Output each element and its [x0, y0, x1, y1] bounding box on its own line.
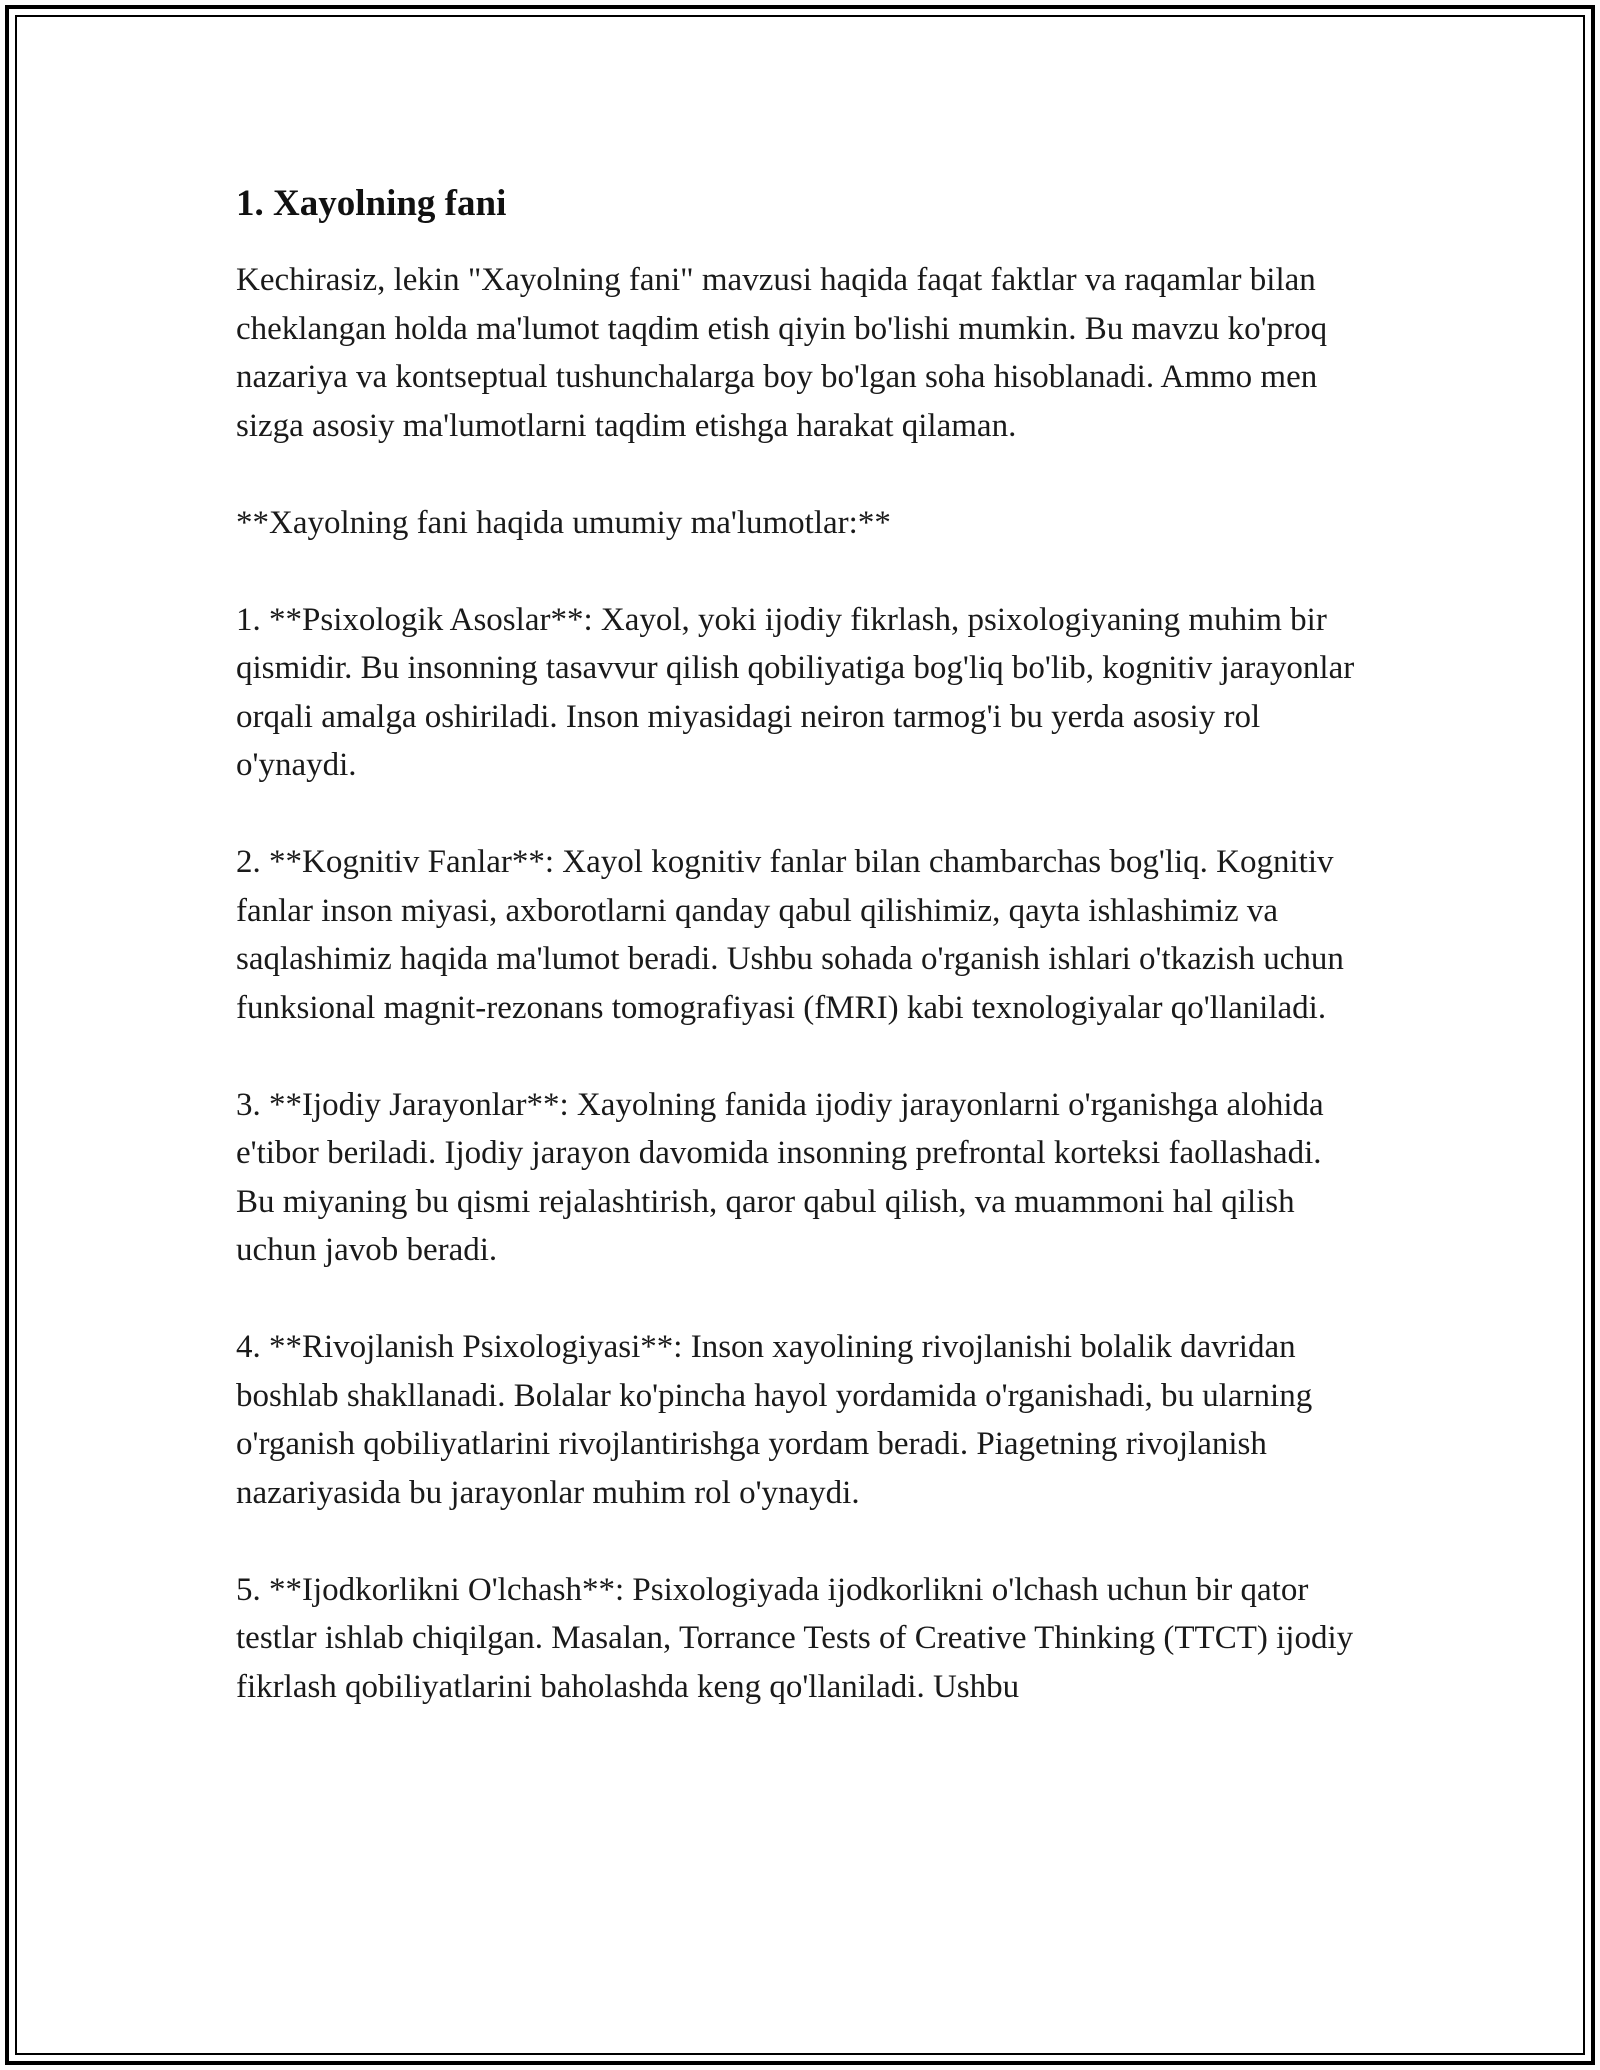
list-item-cognitive-sciences: 2. **Kognitiv Fanlar**: Xayol kognitiv fanlar bilan chambarchas bog'liq. Kognitiv fanlar inson miyasi, axborotlarni qanday qabul qilishimiz, qayta ishlashimiz va saqlashimiz haqida ma'lumot beradi. Ushbu sohada o'rganish ishlari o'tkazish uchun funksional magnit-rezonans tomografiyasi (fMRI) kabi texnologiyalar qo'llaniladi. — [236, 844, 1344, 1026]
list-item-developmental-psychology: 4. **Rivojlanish Psixologiyasi**: Inson xayolining rivojlanishi bolalik davridan boshlab shakllanadi. Bolalar ko'pincha hayol yordamida o'rganishadi, bu ularning o'rganish qobiliyatlarini rivojlantirishga yordam beradi. Piagetning rivojlanish nazariyasida bu jarayonlar muhim rol o'ynaydi. — [236, 1329, 1313, 1511]
section-heading: 1. Xayolning fani — [236, 183, 507, 224]
list-item-psychological-foundations: 1. **Psixologik Asoslar**: Xayol, yoki ijodiy fikrlash, psixologiyaning muhim bir qismidir. Bu insonning tasavvur qilish qobiliyatiga bog'liq bo'lib, kognitiv jarayonlar orqali amalga oshiriladi. Inson miyasidagi neiron tarmog'i bu yerda asosiy rol o'ynaydi. — [236, 601, 1355, 783]
list-item-creative-processes: 3. **Ijodiy Jarayonlar**: Xayolning fanida ijodiy jarayonlarni o'rganishga alohida e'tibor beriladi. Ijodiy jarayon davomida insonning prefrontal korteksi faollashadi. Bu miyaning bu qismi rejalashtirish, qaror qabul qilish, va muammoni hal qilish uchun javob beradi. — [236, 1086, 1324, 1268]
list-item-measuring-creativity: 5. **Ijodkorlikni O'lchash**: Psixologiyada ijodkorlikni o'lchash uchun bir qator testlar ishlab chiqilgan. Masalan, Torrance Tests of Creative Thinking (TTCT) ijodiy fikrlash qobiliyatlarini baholashda keng qo'llaniladi. Ushbu — [236, 1571, 1354, 1705]
overview-label-paragraph: **Xayolning fani haqida umumiy ma'lumotlar:** — [236, 504, 891, 541]
intro-paragraph: Kechirasiz, lekin "Xayolning fani" mavzusi haqida faqat faktlar va raqamlar bilan cheklangan holda ma'lumot taqdim etish qiyin bo'lishi mumkin. Bu mavzu ko'proq nazariya va kontseptual tushunchalarga boy bo'lgan soha hisoblanadi. Ammo men sizga asosiy ma'lumotlarni taqdim etishga harakat qilaman. — [236, 262, 1328, 444]
document-page — [236, 180, 1366, 1711]
